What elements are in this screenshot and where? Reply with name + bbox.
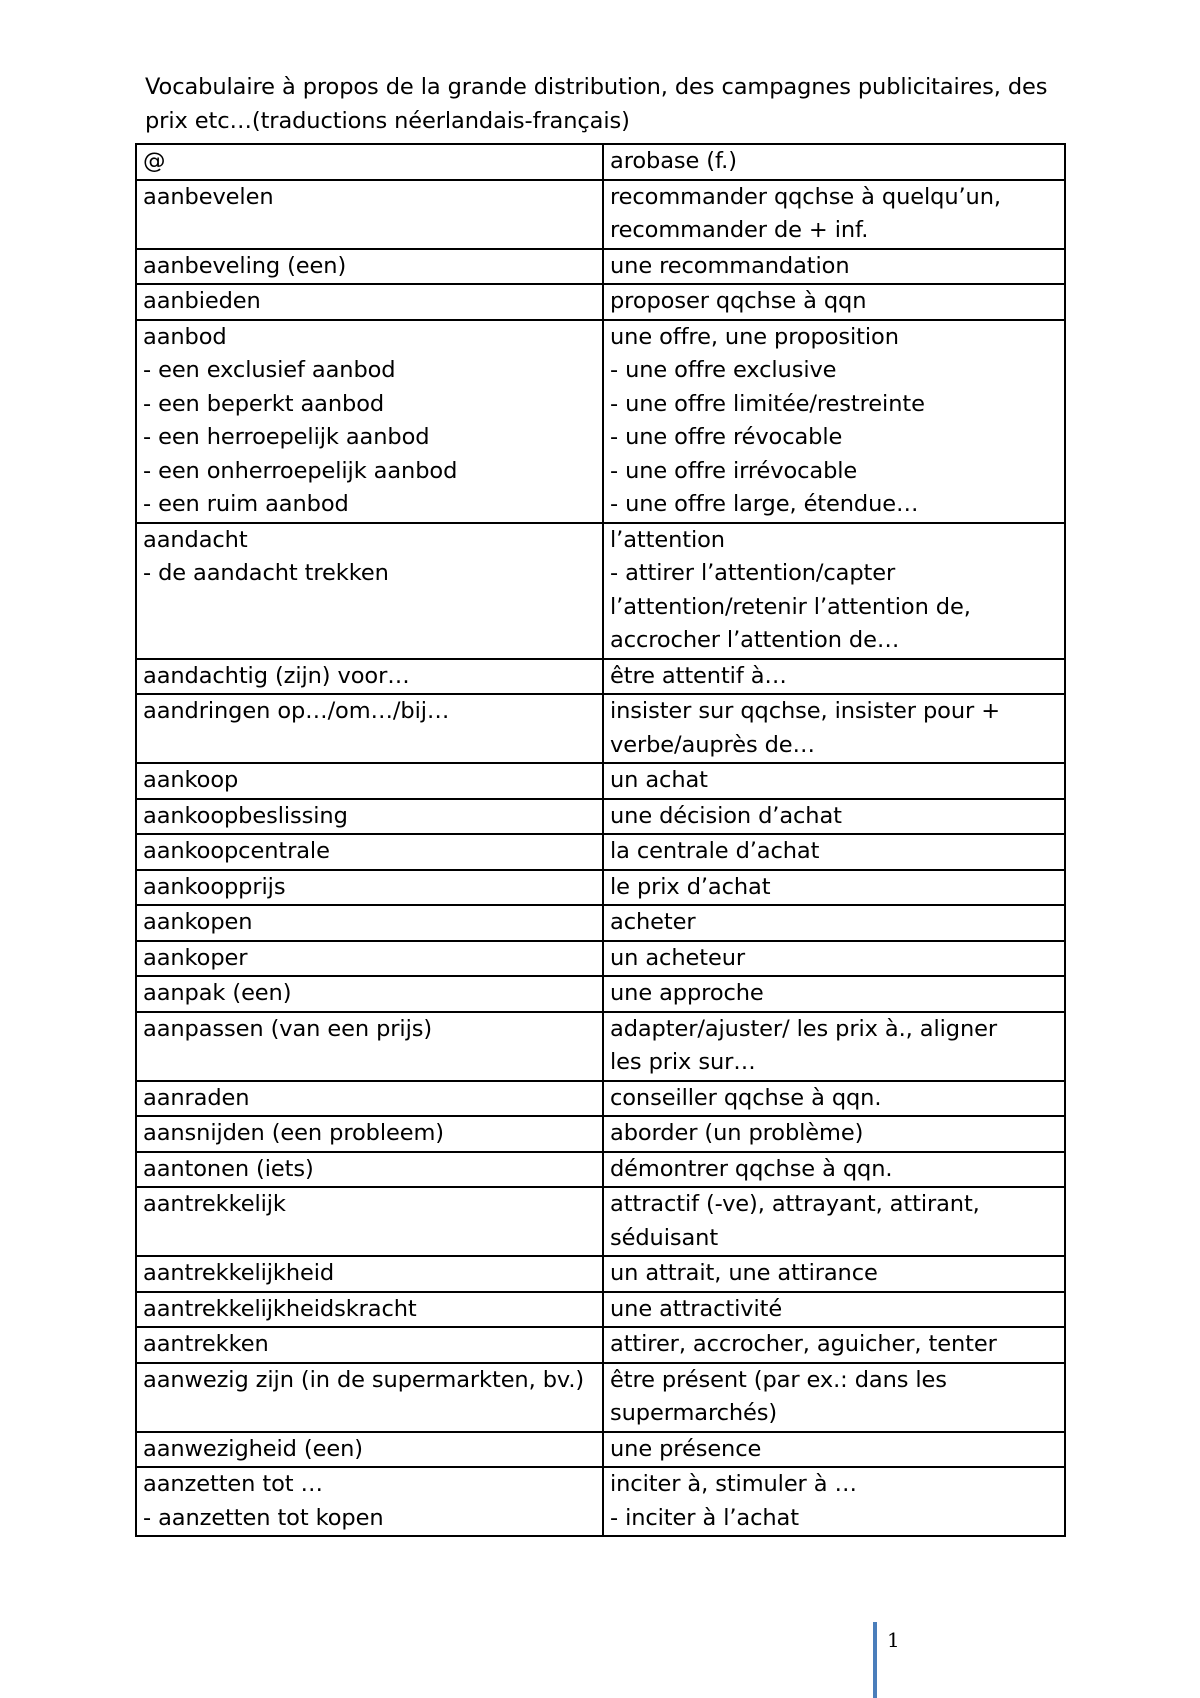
french-translation-cell [603,834,1065,870]
french-translation-line: séduisant [610,1224,719,1251]
french-translation-line: démontrer qqchse à qqn. [610,1155,893,1182]
french-translation-line: acheter [610,909,696,935]
dutch-term-line: aantrekkelijkheidskracht [143,1295,417,1322]
french-translation-cell [603,523,1065,659]
french-translation-cell [603,659,1065,695]
french-translation-line: être présent (par ex.: dans les [610,1366,947,1393]
dutch-term-line: aankoper [143,944,248,971]
dutch-term-cell [136,1432,603,1468]
page-number: 1 [887,1628,900,1652]
french-translation-cell [603,1363,1065,1432]
table-row [136,763,1065,799]
dutch-term-cell [136,1292,603,1328]
french-translation-cell [603,320,1065,523]
dutch-term-line: aanpak (een) [143,980,292,1006]
french-translation-cell [603,799,1065,835]
french-translation-cell [603,1116,1065,1152]
dutch-term-line: - de aandacht trekken [143,560,389,586]
table-row [136,1292,1065,1328]
table-row [136,834,1065,870]
dutch-term-line: aankoopbeslissing [143,802,348,829]
dutch-term-cell [136,834,603,870]
dutch-term-line: aantrekken [143,1331,269,1357]
table-row [136,1363,1065,1432]
french-translation-cell [603,180,1065,249]
french-translation-line: - une offre irrévocable [610,457,858,484]
french-translation-line: un attrait, une attirance [610,1260,878,1286]
table-row [136,941,1065,977]
french-translation-cell [603,1012,1065,1081]
dutch-term-line: aantrekkelijkheid [143,1260,335,1286]
dutch-term-cell [136,1363,603,1432]
french-translation-cell [603,284,1065,320]
dutch-term-cell [136,249,603,285]
french-translation-cell [603,1432,1065,1468]
dutch-term-cell [136,941,603,977]
french-translation-line: - une offre limitée/restreinte [610,390,925,417]
dutch-term-line: - aanzetten tot kopen [143,1504,384,1531]
dutch-term-line: - een herroepelijk aanbod [143,424,430,450]
french-translation-line: être attentif à… [610,662,787,689]
dutch-term-cell [136,799,603,835]
table-row [136,523,1065,659]
french-translation-line: les prix sur… [610,1049,756,1075]
vocabulary-table [135,143,1066,1537]
table-row [136,1432,1065,1468]
french-translation-line: verbe/auprès de… [610,731,815,758]
table-row [136,976,1065,1012]
french-translation-line: une présence [610,1435,762,1462]
table-row [136,1187,1065,1256]
dutch-term-line: aanbieden [143,288,261,314]
dutch-term-line: aanraden [143,1084,250,1111]
page-number-bar [873,1622,877,1698]
french-translation-line: - inciter à l’achat [610,1504,799,1531]
dutch-term-line: - een beperkt aanbod [143,390,385,417]
table-row [136,1467,1065,1536]
french-translation-line: supermarchés) [610,1400,778,1426]
dutch-term-cell [136,1116,603,1152]
french-translation-cell [603,976,1065,1012]
dutch-term-cell [136,180,603,249]
french-translation-line: une recommandation [610,252,850,279]
table-row [136,180,1065,249]
dutch-term-cell [136,1327,603,1363]
dutch-term-cell [136,870,603,906]
french-translation-cell [603,1467,1065,1536]
french-translation-cell [603,1152,1065,1188]
dutch-term-line: @ [143,148,166,174]
french-translation-cell [603,1256,1065,1292]
dutch-term-cell [136,1187,603,1256]
table-row [136,1116,1065,1152]
dutch-term-cell [136,1081,603,1117]
dutch-term-line: aanwezig zijn (in de supermarkten, bv.) [143,1366,585,1393]
french-translation-cell [603,870,1065,906]
french-translation-line: - attirer l’attention/capter [610,560,896,586]
dutch-term-cell [136,763,603,799]
dutch-term-cell [136,976,603,1012]
french-translation-cell [603,1327,1065,1363]
dutch-term-cell [136,905,603,941]
table-row [136,1012,1065,1081]
dutch-term-line: aanbod [143,323,227,350]
french-translation-cell [603,1187,1065,1256]
french-translation-line: accrocher l’attention de… [610,627,900,653]
dutch-term-cell [136,1256,603,1292]
french-translation-line: - une offre révocable [610,424,843,450]
document-title: Vocabulaire à propos de la grande distribution, des campagnes publicitaires, des prix etc…(traductions néerlandais-français) [145,74,1048,134]
dutch-term-cell [136,1012,603,1081]
dutch-term-line: aanzetten tot … [143,1471,323,1497]
table-row [136,905,1065,941]
french-translation-line: le prix d’achat [610,873,771,900]
french-translation-cell [603,1081,1065,1117]
french-translation-line: un achat [610,767,708,793]
dutch-term-line: aandringen op…/om…/bij… [143,698,450,724]
dutch-term-cell [136,523,603,659]
table-row [136,284,1065,320]
table-row [136,144,1065,180]
dutch-term-line: aanwezigheid (een) [143,1435,363,1462]
french-translation-line: attractif (-ve), attrayant, attirant, [610,1191,980,1217]
french-translation-line: conseiller qqchse à qqn. [610,1084,882,1111]
french-translation-line: - une offre exclusive [610,357,837,383]
french-translation-line: insister sur qqchse, insister pour + [610,698,1000,724]
french-translation-line: une offre, une proposition [610,323,899,350]
dutch-term-line: aankoopprijs [143,873,286,900]
french-translation-line: aborder (un problème) [610,1120,864,1146]
french-translation-cell [603,694,1065,763]
dutch-term-cell [136,320,603,523]
dutch-term-cell [136,1152,603,1188]
table-row [136,1081,1065,1117]
dutch-term-line: aantrekkelijk [143,1191,286,1217]
dutch-term-line: aankoop [143,767,239,793]
table-row [136,659,1065,695]
french-translation-line: recommander qqchse à quelqu’un, [610,183,1001,210]
french-translation-line: attirer, accrocher, aguicher, tenter [610,1331,997,1357]
dutch-term-line: - een ruim aanbod [143,491,349,517]
french-translation-line: un acheteur [610,944,746,971]
dutch-term-line: aanpassen (van een prijs) [143,1015,433,1042]
dutch-term-line: - een onherroepelijk aanbod [143,457,458,484]
dutch-term-line: aanbeveling (een) [143,252,347,279]
french-translation-line: une décision d’achat [610,802,842,829]
table-row [136,249,1065,285]
french-translation-line: arobase (f.) [610,148,737,174]
french-translation-line: une attractivité [610,1295,783,1322]
dutch-term-cell [136,1467,603,1536]
dutch-term-line: aankopen [143,909,253,935]
french-translation-line: inciter à, stimuler à … [610,1471,857,1497]
table-row [136,870,1065,906]
french-translation-line: une approche [610,980,764,1006]
dutch-term-line: aansnijden (een probleem) [143,1120,444,1146]
dutch-term-line: aankoopcentrale [143,838,330,864]
vocabulary-table-body [136,144,1065,1536]
dutch-term-line: aantonen (iets) [143,1155,314,1182]
dutch-term-cell [136,144,603,180]
dutch-term-cell [136,694,603,763]
table-row [136,1327,1065,1363]
table-row [136,799,1065,835]
table-row [136,1152,1065,1188]
dutch-term-line: aandacht [143,526,248,553]
french-translation-cell [603,941,1065,977]
french-translation-line: recommander de + inf. [610,217,869,243]
french-translation-line: l’attention [610,526,725,553]
dutch-term-line: - een exclusief aanbod [143,357,396,383]
dutch-term-line: aanbevelen [143,183,274,210]
dutch-term-line: aandachtig (zijn) voor… [143,662,410,689]
dutch-term-cell [136,659,603,695]
dutch-term-cell [136,284,603,320]
table-row [136,320,1065,523]
french-translation-cell [603,1292,1065,1328]
table-row [136,694,1065,763]
french-translation-cell [603,249,1065,285]
french-translation-line: - une offre large, étendue… [610,491,919,517]
french-translation-cell [603,144,1065,180]
french-translation-line: la centrale d’achat [610,838,820,864]
french-translation-cell [603,905,1065,941]
table-row [136,1256,1065,1292]
french-translation-line: adapter/ajuster/ les prix à., aligner [610,1015,997,1042]
french-translation-cell [603,763,1065,799]
french-translation-line: l’attention/retenir l’attention de, [610,593,971,620]
french-translation-line: proposer qqchse à qqn [610,288,867,314]
